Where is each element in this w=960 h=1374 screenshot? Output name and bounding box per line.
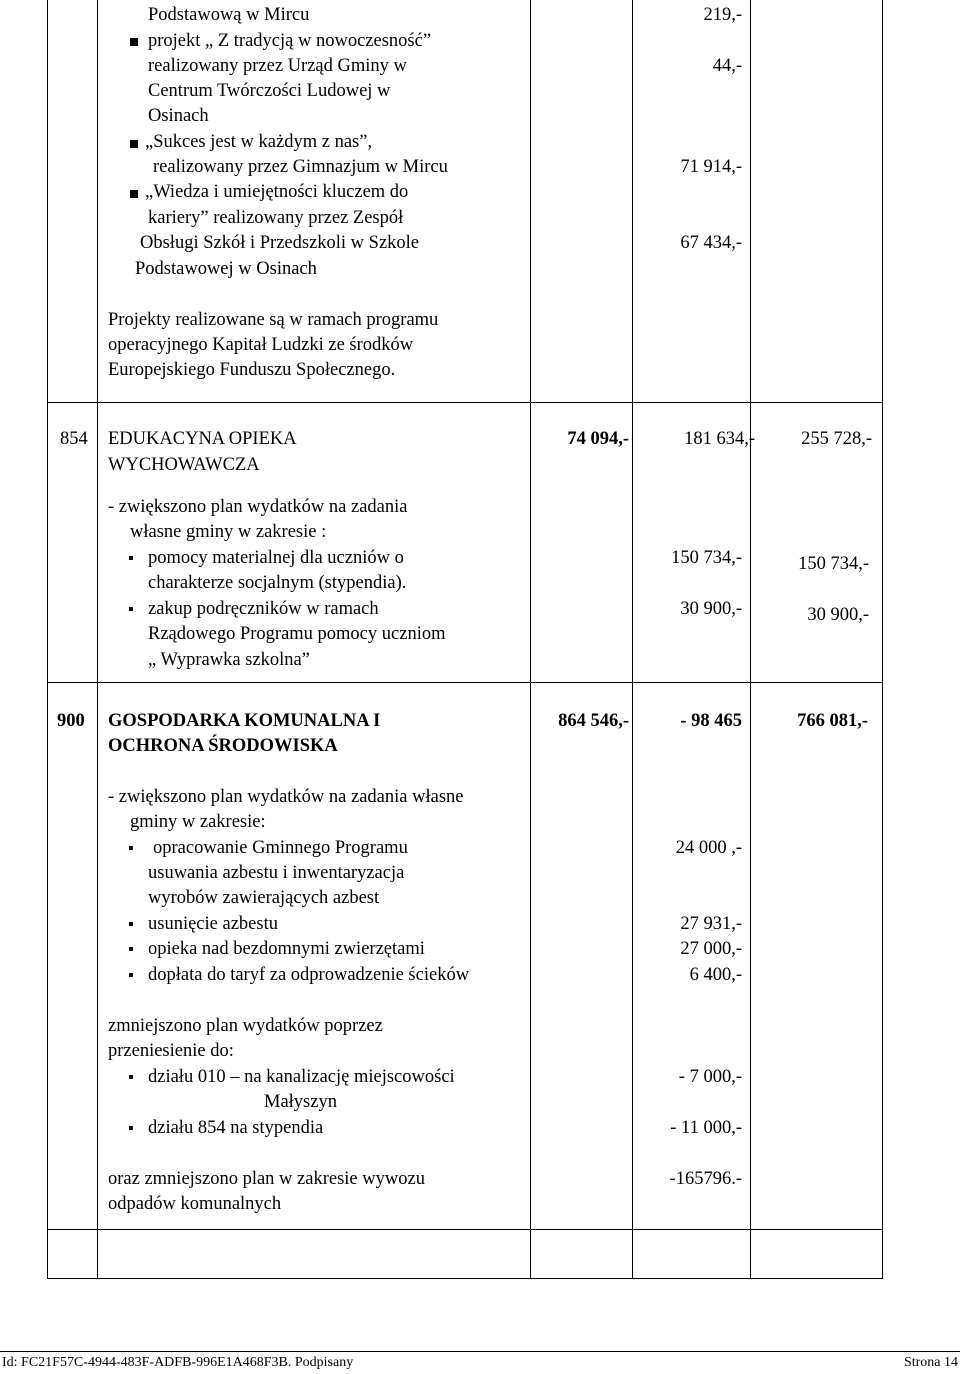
footer-rule bbox=[0, 1351, 960, 1352]
change-value: 6 400,- bbox=[689, 965, 742, 985]
bullet-icon: ▪ bbox=[128, 840, 134, 857]
table-row-divider bbox=[47, 1229, 883, 1230]
change-value: - 7 000,- bbox=[678, 1067, 742, 1087]
amount-value: 67 434,- bbox=[680, 233, 742, 253]
table-border-bottom bbox=[47, 1278, 883, 1279]
desc-line: Centrum Twórczości Ludowej w bbox=[148, 81, 391, 101]
page-number: Strona 14 bbox=[903, 1355, 958, 1370]
desc-line: „Sukces jest w każdym z nas”, bbox=[145, 132, 373, 152]
amount-value: 44,- bbox=[712, 56, 742, 76]
change-value: 27 931,- bbox=[680, 914, 742, 934]
desc-line: Podstawowej w Osinach bbox=[135, 259, 317, 279]
note-line: Projekty realizowane są w ramach programu bbox=[108, 310, 439, 330]
table-border-right bbox=[882, 0, 883, 1279]
section-title: GOSPODARKA KOMUNALNA I bbox=[108, 711, 381, 731]
section-title: EDUKACYNA OPIEKA bbox=[108, 429, 297, 449]
bullet-icon: ▪ bbox=[128, 1069, 134, 1086]
bullet-icon bbox=[130, 140, 138, 148]
bullet-icon: ▪ bbox=[128, 941, 134, 958]
intro-line: - zwiększono plan wydatków na zadania bbox=[108, 497, 408, 517]
change-value: - 11 000,- bbox=[670, 1118, 742, 1138]
table-row-divider bbox=[47, 682, 883, 683]
table-divider-change bbox=[750, 0, 751, 1279]
change-value: -165796.- bbox=[669, 1169, 742, 1189]
change-value: 150 734,- bbox=[671, 548, 742, 568]
section-title: OCHRONA ŚRODOWISKA bbox=[108, 736, 338, 756]
item-line: pomocy materialnej dla uczniów o bbox=[148, 548, 404, 568]
after-value: 150 734,- bbox=[798, 554, 869, 574]
final-line: odpadów komunalnych bbox=[108, 1194, 282, 1214]
after-value: 255 728,- bbox=[801, 429, 872, 449]
change-value: 24 000 ,- bbox=[675, 838, 742, 858]
desc-line: Podstawową w Mircu bbox=[148, 5, 310, 25]
item-line: dopłata do taryf za odprowadzenie ścieków bbox=[148, 965, 470, 985]
table-divider-desc bbox=[530, 0, 531, 1279]
bullet-icon: ▪ bbox=[128, 550, 134, 567]
change-value: 181 634,- bbox=[684, 429, 755, 449]
amount-value: 219,- bbox=[703, 5, 742, 25]
decrease-intro: przeniesienie do: bbox=[108, 1041, 234, 1061]
intro-line: gminy w zakresie: bbox=[130, 812, 266, 832]
bullet-icon: ▪ bbox=[128, 967, 134, 984]
section-title: WYCHOWAWCZA bbox=[108, 455, 260, 475]
desc-line: kariery” realizowany przez Zespół bbox=[148, 208, 404, 228]
document-id: Id: FC21F57C-4944-483F-ADFB-996E1A468F3B. Podpisany bbox=[2, 1355, 354, 1370]
table-divider-plan bbox=[632, 0, 633, 1279]
item-line: działu 010 – na kanalizację miejscowości bbox=[148, 1067, 455, 1087]
desc-line: realizowany przez Urząd Gminy w bbox=[148, 56, 407, 76]
final-line: oraz zmniejszono plan w zakresie wywozu bbox=[108, 1169, 425, 1189]
plan-value: 864 546,- bbox=[558, 711, 629, 731]
bullet-icon: ▪ bbox=[128, 601, 134, 618]
item-line: zakup podręczników w ramach bbox=[148, 599, 379, 619]
section-code: 900 bbox=[57, 711, 85, 731]
item-line: Rządowego Programu pomocy uczniom bbox=[148, 624, 446, 644]
intro-line: własne gminy w zakresie : bbox=[130, 522, 327, 542]
item-line: wyrobów zawierających azbest bbox=[148, 888, 380, 908]
bullet-icon bbox=[130, 190, 138, 198]
after-value: 30 900,- bbox=[807, 605, 869, 625]
decrease-intro: zmniejszono plan wydatków poprzez bbox=[108, 1016, 383, 1036]
bullet-icon bbox=[130, 38, 138, 46]
amount-value: 71 914,- bbox=[680, 157, 742, 177]
desc-line: Osinach bbox=[148, 106, 209, 126]
desc-line: „Wiedza i umiejętności kluczem do bbox=[145, 182, 409, 202]
table-row-divider bbox=[47, 402, 883, 403]
table-divider-code bbox=[97, 0, 98, 1279]
desc-line: projekt „ Z tradycją w nowoczesność” bbox=[148, 31, 432, 51]
item-line: opracowanie Gminnego Programu bbox=[153, 838, 408, 858]
item-line: usuwania azbestu i inwentaryzacja bbox=[148, 863, 405, 883]
item-line: usunięcie azbestu bbox=[148, 914, 278, 934]
bullet-icon: ▪ bbox=[128, 916, 134, 933]
item-line: charakterze socjalnym (stypendia). bbox=[148, 573, 407, 593]
section-code: 854 bbox=[60, 429, 88, 449]
note-line: operacyjnego Kapitał Ludzki ze środków bbox=[108, 335, 414, 355]
item-line: Małyszyn bbox=[264, 1092, 337, 1112]
item-line: opieka nad bezdomnymi zwierzętami bbox=[148, 939, 425, 959]
plan-value: 74 094,- bbox=[567, 429, 629, 449]
intro-line: - zwiększono plan wydatków na zadania własne bbox=[108, 787, 464, 807]
desc-line: realizowany przez Gimnazjum w Mircu bbox=[153, 157, 448, 177]
change-value: 30 900,- bbox=[680, 599, 742, 619]
change-value: 27 000,- bbox=[680, 939, 742, 959]
item-line: działu 854 na stypendia bbox=[148, 1118, 324, 1138]
note-line: Europejskiego Funduszu Społecznego. bbox=[108, 360, 396, 380]
after-value: 766 081,- bbox=[797, 711, 868, 731]
item-line: „ Wyprawka szkolna” bbox=[148, 650, 310, 670]
desc-line: Obsługi Szkół i Przedszkoli w Szkole bbox=[140, 233, 420, 253]
bullet-icon: ▪ bbox=[128, 1120, 134, 1137]
change-value: - 98 465 bbox=[680, 711, 742, 731]
table-border-left bbox=[47, 0, 48, 1279]
